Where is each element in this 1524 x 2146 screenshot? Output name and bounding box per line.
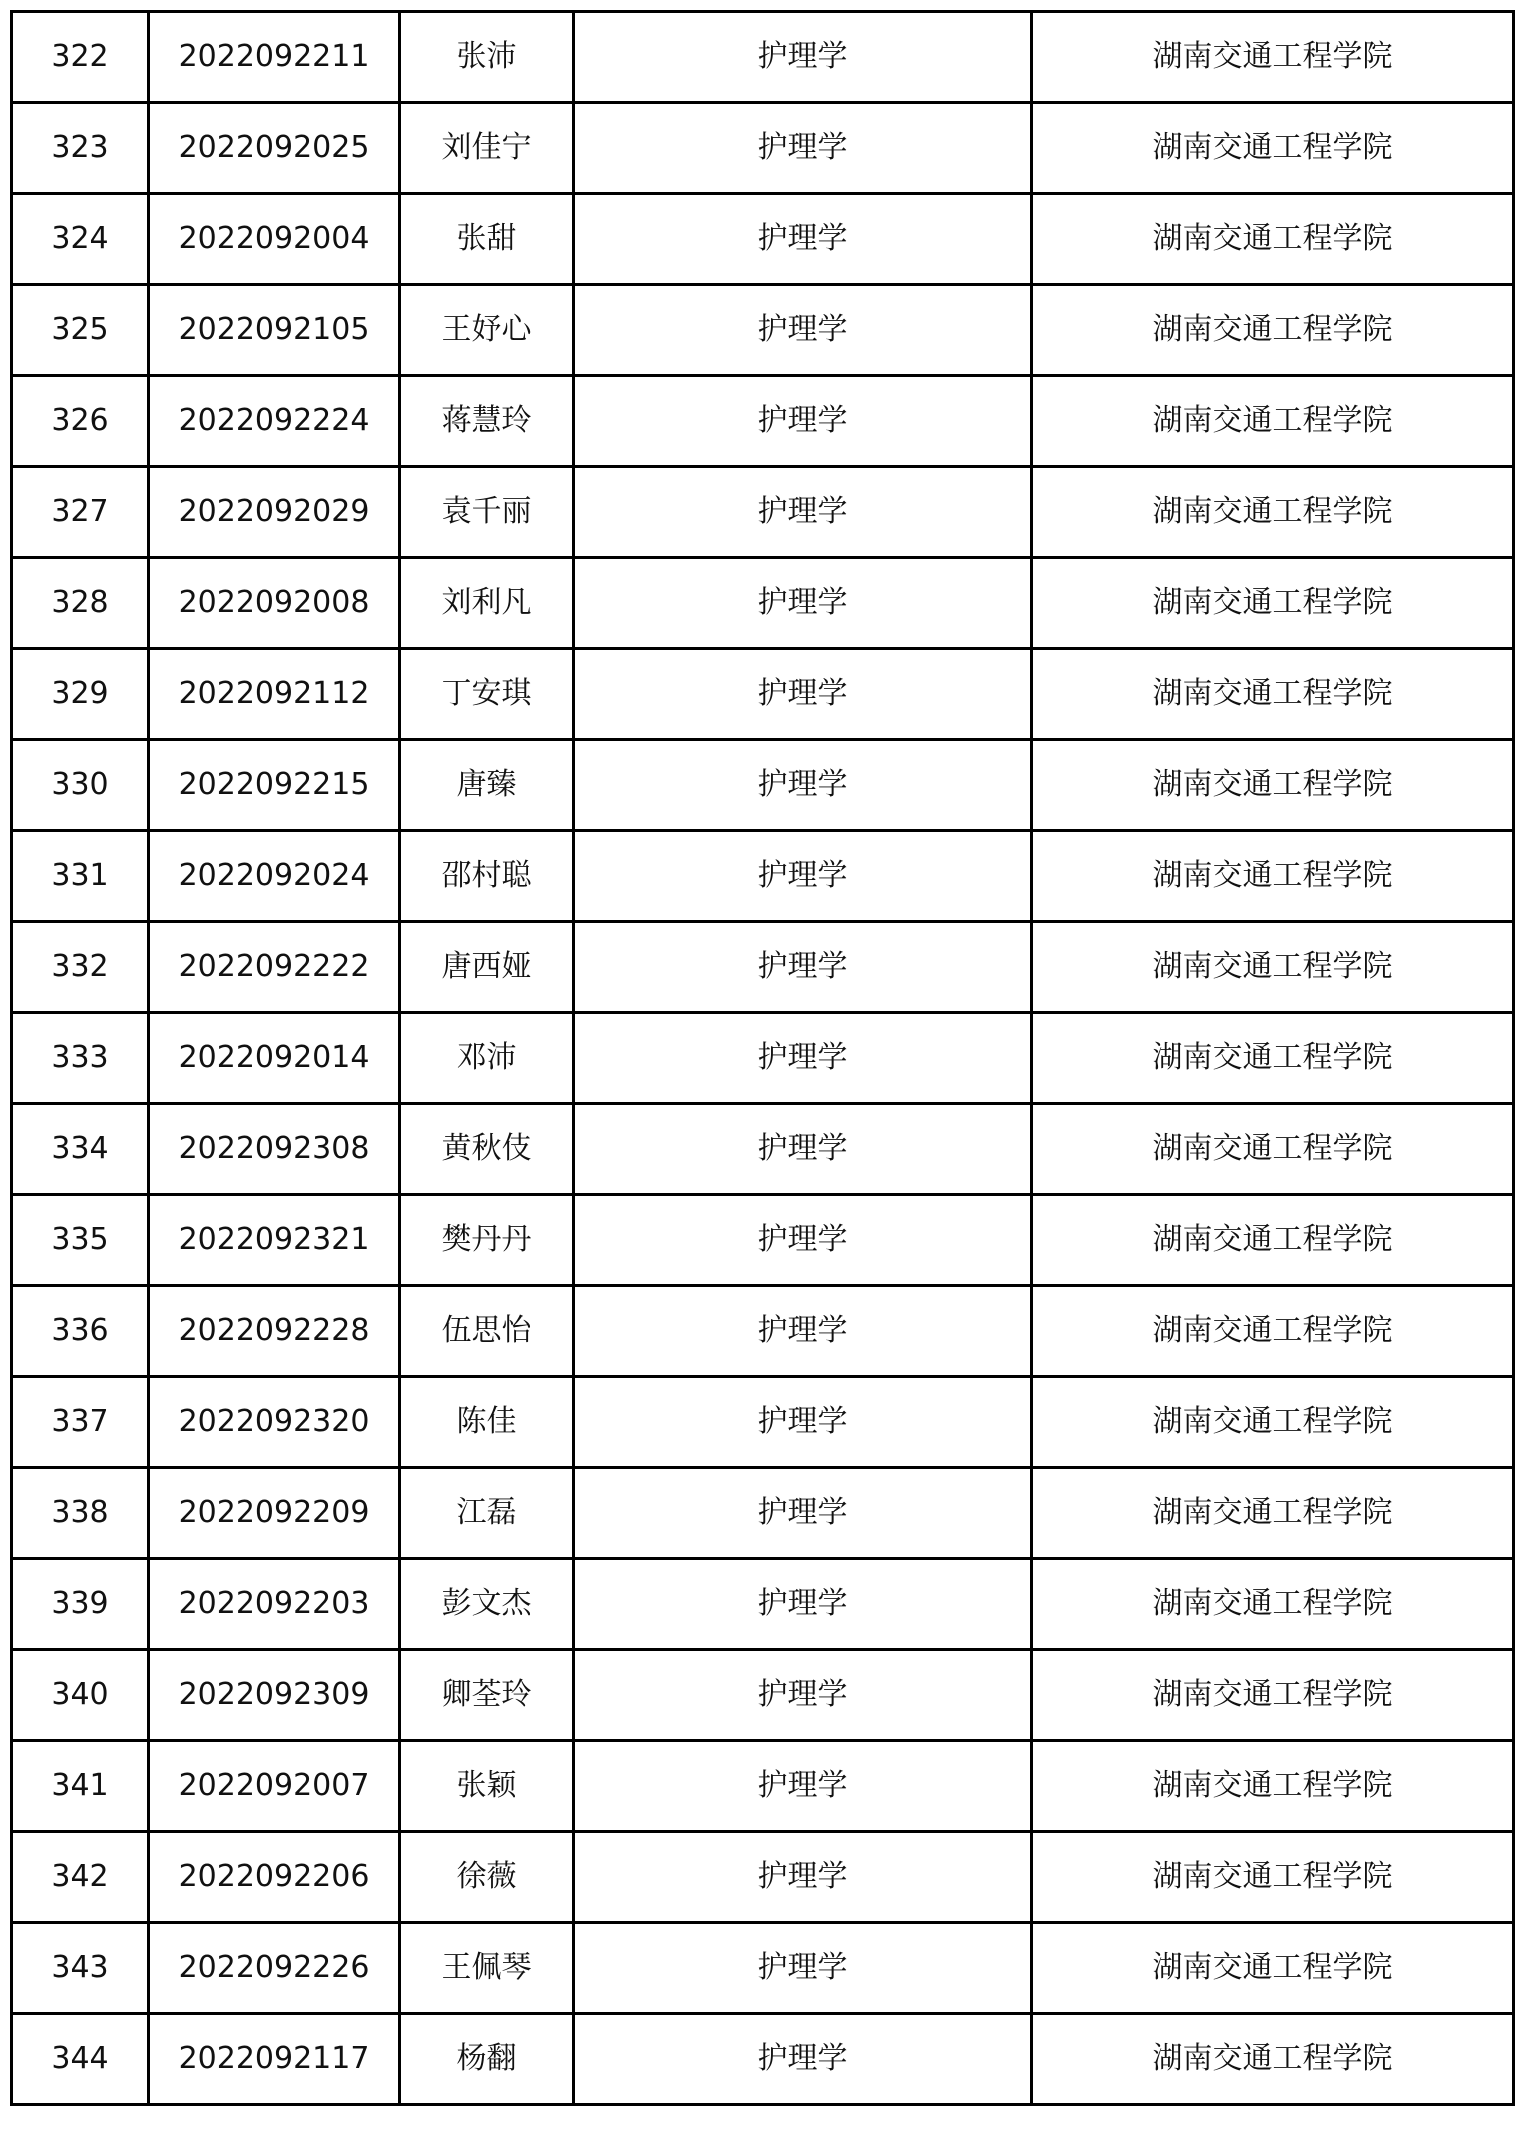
- cell-major: 护理学: [574, 103, 1032, 194]
- cell-school: 湖南交通工程学院: [1032, 831, 1514, 922]
- cell-major: 护理学: [574, 1741, 1032, 1832]
- cell-major: 护理学: [574, 467, 1032, 558]
- cell-student-id: 2022092117: [149, 2014, 400, 2105]
- cell-no: 325: [12, 285, 149, 376]
- table-row: [12, 1195, 1514, 1286]
- cell-major: 护理学: [574, 558, 1032, 649]
- cell-student-id: 2022092014: [149, 1013, 400, 1104]
- table-row: [12, 1832, 1514, 1923]
- cell-student-id: 2022092215: [149, 740, 400, 831]
- cell-school: 湖南交通工程学院: [1032, 467, 1514, 558]
- table-row: [12, 12, 1514, 103]
- cell-name: 丁安琪: [400, 649, 574, 740]
- cell-major: 护理学: [574, 1013, 1032, 1104]
- cell-school: 湖南交通工程学院: [1032, 740, 1514, 831]
- table-row: [12, 1650, 1514, 1741]
- cell-name: 唐西娅: [400, 922, 574, 1013]
- cell-no: 339: [12, 1559, 149, 1650]
- table-row: [12, 831, 1514, 922]
- cell-name: 蒋慧玲: [400, 376, 574, 467]
- cell-school: 湖南交通工程学院: [1032, 194, 1514, 285]
- table-row: [12, 376, 1514, 467]
- student-roster-table: [10, 10, 1515, 2106]
- table-row: [12, 285, 1514, 376]
- cell-major: 护理学: [574, 194, 1032, 285]
- cell-major: 护理学: [574, 1377, 1032, 1468]
- cell-major: 护理学: [574, 12, 1032, 103]
- cell-no: 344: [12, 2014, 149, 2105]
- table-row: [12, 467, 1514, 558]
- cell-school: 湖南交通工程学院: [1032, 103, 1514, 194]
- cell-major: 护理学: [574, 740, 1032, 831]
- cell-student-id: 2022092222: [149, 922, 400, 1013]
- cell-school: 湖南交通工程学院: [1032, 1741, 1514, 1832]
- cell-no: 343: [12, 1923, 149, 2014]
- cell-major: 护理学: [574, 1923, 1032, 2014]
- cell-name: 卿荃玲: [400, 1650, 574, 1741]
- student-roster-table-container: [10, 10, 1515, 2106]
- cell-no: 328: [12, 558, 149, 649]
- cell-name: 伍思怡: [400, 1286, 574, 1377]
- table-row: [12, 1741, 1514, 1832]
- cell-school: 湖南交通工程学院: [1032, 1832, 1514, 1923]
- cell-major: 护理学: [574, 1104, 1032, 1195]
- cell-major: 护理学: [574, 285, 1032, 376]
- cell-name: 杨翻: [400, 2014, 574, 2105]
- cell-no: 327: [12, 467, 149, 558]
- cell-major: 护理学: [574, 922, 1032, 1013]
- cell-no: 331: [12, 831, 149, 922]
- table-row: [12, 2014, 1514, 2105]
- cell-student-id: 2022092007: [149, 1741, 400, 1832]
- cell-name: 张颖: [400, 1741, 574, 1832]
- cell-no: 322: [12, 12, 149, 103]
- cell-major: 护理学: [574, 1286, 1032, 1377]
- cell-school: 湖南交通工程学院: [1032, 1650, 1514, 1741]
- cell-school: 湖南交通工程学院: [1032, 1377, 1514, 1468]
- cell-school: 湖南交通工程学院: [1032, 1013, 1514, 1104]
- cell-name: 张甜: [400, 194, 574, 285]
- cell-school: 湖南交通工程学院: [1032, 1286, 1514, 1377]
- cell-no: 329: [12, 649, 149, 740]
- cell-no: 330: [12, 740, 149, 831]
- table-row: [12, 740, 1514, 831]
- cell-no: 326: [12, 376, 149, 467]
- table-row: [12, 1923, 1514, 2014]
- cell-major: 护理学: [574, 376, 1032, 467]
- cell-school: 湖南交通工程学院: [1032, 376, 1514, 467]
- cell-no: 337: [12, 1377, 149, 1468]
- table-row: [12, 1468, 1514, 1559]
- cell-no: 334: [12, 1104, 149, 1195]
- cell-school: 湖南交通工程学院: [1032, 1104, 1514, 1195]
- cell-no: 341: [12, 1741, 149, 1832]
- cell-major: 护理学: [574, 1468, 1032, 1559]
- cell-name: 刘利凡: [400, 558, 574, 649]
- cell-no: 342: [12, 1832, 149, 1923]
- cell-name: 邓沛: [400, 1013, 574, 1104]
- cell-student-id: 2022092211: [149, 12, 400, 103]
- cell-school: 湖南交通工程学院: [1032, 1468, 1514, 1559]
- table-row: [12, 194, 1514, 285]
- table-row: [12, 649, 1514, 740]
- cell-student-id: 2022092203: [149, 1559, 400, 1650]
- cell-school: 湖南交通工程学院: [1032, 922, 1514, 1013]
- cell-major: 护理学: [574, 1559, 1032, 1650]
- cell-name: 邵村聪: [400, 831, 574, 922]
- cell-student-id: 2022092105: [149, 285, 400, 376]
- cell-name: 陈佳: [400, 1377, 574, 1468]
- cell-school: 湖南交通工程学院: [1032, 2014, 1514, 2105]
- cell-student-id: 2022092112: [149, 649, 400, 740]
- cell-student-id: 2022092004: [149, 194, 400, 285]
- cell-name: 张沛: [400, 12, 574, 103]
- table-row: [12, 1013, 1514, 1104]
- cell-student-id: 2022092226: [149, 1923, 400, 2014]
- cell-name: 唐臻: [400, 740, 574, 831]
- cell-name: 樊丹丹: [400, 1195, 574, 1286]
- cell-no: 340: [12, 1650, 149, 1741]
- cell-name: 王佩琴: [400, 1923, 574, 2014]
- cell-school: 湖南交通工程学院: [1032, 285, 1514, 376]
- cell-no: 332: [12, 922, 149, 1013]
- table-row: [12, 1377, 1514, 1468]
- cell-school: 湖南交通工程学院: [1032, 649, 1514, 740]
- cell-school: 湖南交通工程学院: [1032, 1195, 1514, 1286]
- table-row: [12, 922, 1514, 1013]
- cell-student-id: 2022092228: [149, 1286, 400, 1377]
- cell-no: 333: [12, 1013, 149, 1104]
- cell-student-id: 2022092309: [149, 1650, 400, 1741]
- table-row: [12, 558, 1514, 649]
- cell-school: 湖南交通工程学院: [1032, 558, 1514, 649]
- cell-major: 护理学: [574, 831, 1032, 922]
- cell-student-id: 2022092025: [149, 103, 400, 194]
- cell-name: 黄秋伎: [400, 1104, 574, 1195]
- cell-student-id: 2022092308: [149, 1104, 400, 1195]
- cell-student-id: 2022092320: [149, 1377, 400, 1468]
- cell-major: 护理学: [574, 649, 1032, 740]
- cell-major: 护理学: [574, 1195, 1032, 1286]
- cell-name: 彭文杰: [400, 1559, 574, 1650]
- cell-major: 护理学: [574, 2014, 1032, 2105]
- cell-student-id: 2022092008: [149, 558, 400, 649]
- cell-major: 护理学: [574, 1832, 1032, 1923]
- cell-name: 袁千丽: [400, 467, 574, 558]
- cell-major: 护理学: [574, 1650, 1032, 1741]
- cell-no: 335: [12, 1195, 149, 1286]
- cell-student-id: 2022092029: [149, 467, 400, 558]
- cell-student-id: 2022092024: [149, 831, 400, 922]
- cell-no: 324: [12, 194, 149, 285]
- cell-name: 徐薇: [400, 1832, 574, 1923]
- table-row: [12, 1559, 1514, 1650]
- cell-student-id: 2022092206: [149, 1832, 400, 1923]
- table-row: [12, 1104, 1514, 1195]
- cell-school: 湖南交通工程学院: [1032, 12, 1514, 103]
- cell-name: 刘佳宁: [400, 103, 574, 194]
- cell-no: 336: [12, 1286, 149, 1377]
- cell-school: 湖南交通工程学院: [1032, 1923, 1514, 2014]
- table-row: [12, 1286, 1514, 1377]
- cell-no: 338: [12, 1468, 149, 1559]
- cell-student-id: 2022092321: [149, 1195, 400, 1286]
- cell-no: 323: [12, 103, 149, 194]
- cell-student-id: 2022092209: [149, 1468, 400, 1559]
- table-row: [12, 103, 1514, 194]
- cell-name: 王妤心: [400, 285, 574, 376]
- cell-school: 湖南交通工程学院: [1032, 1559, 1514, 1650]
- cell-name: 江磊: [400, 1468, 574, 1559]
- table-body: [12, 12, 1514, 2105]
- cell-student-id: 2022092224: [149, 376, 400, 467]
